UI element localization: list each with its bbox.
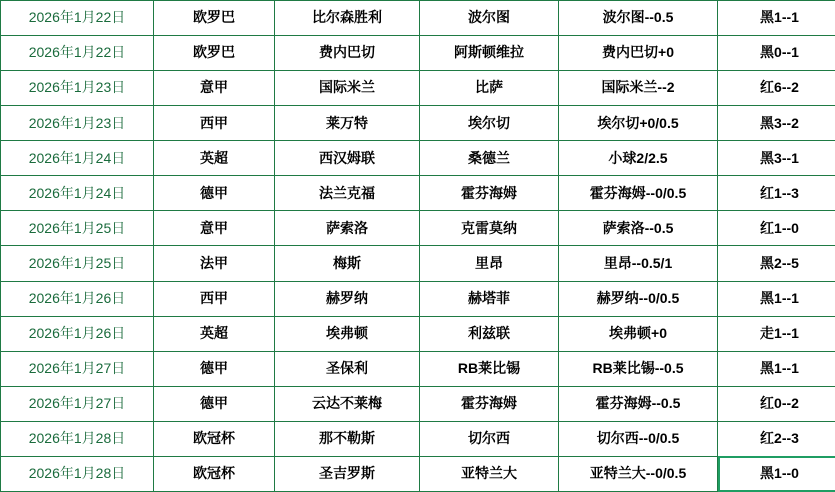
cell-home-team-text: 莱万特 <box>326 114 368 131</box>
cell-away-team <box>420 36 559 71</box>
table-row <box>1 456 835 491</box>
cell-home-team-text: 梅斯 <box>333 254 361 271</box>
cell-date-text: 2026年1月28日 <box>28 430 126 447</box>
cell-date-text: 2026年1月28日 <box>28 465 126 482</box>
cell-home-team-text: 那不勒斯 <box>319 430 375 447</box>
cell-league <box>154 316 275 351</box>
cell-date-text: 2026年1月27日 <box>28 395 126 412</box>
cell-home-team <box>275 176 420 211</box>
cell-league-text: 德甲 <box>200 359 228 376</box>
cell-handicap-text: 埃尔切+0/0.5 <box>597 114 679 131</box>
cell-date-text: 2026年1月23日 <box>28 79 126 96</box>
cell-home-team-text: 赫罗纳 <box>326 289 368 306</box>
cell-date <box>1 281 154 316</box>
cell-result <box>718 246 835 281</box>
cell-result-text: 红2--3 <box>760 430 799 447</box>
cell-league-text: 意甲 <box>200 79 228 96</box>
cell-date <box>1 456 154 491</box>
cell-home-team <box>275 141 420 176</box>
table-row <box>1 211 835 246</box>
table-row <box>1 71 835 106</box>
cell-home-team <box>275 421 420 456</box>
cell-result <box>718 421 835 456</box>
cell-home-team <box>275 386 420 421</box>
cell-league <box>154 106 275 141</box>
cell-home-team <box>275 71 420 106</box>
cell-away-team-text: 霍芬海姆 <box>461 184 517 201</box>
cell-date-text: 2026年1月23日 <box>28 114 126 131</box>
cell-date-text: 2026年1月24日 <box>28 184 126 201</box>
cell-date <box>1 36 154 71</box>
cell-handicap <box>559 386 718 421</box>
cell-result <box>718 281 835 316</box>
cell-handicap <box>559 316 718 351</box>
cell-result-text: 黑1--1 <box>760 289 799 306</box>
cell-league <box>154 351 275 386</box>
cell-league-text: 德甲 <box>200 395 228 412</box>
cell-away-team <box>420 316 559 351</box>
table-row <box>1 106 835 141</box>
cell-league-text: 欧罗巴 <box>193 9 235 26</box>
cell-result <box>718 1 835 36</box>
cell-league <box>154 421 275 456</box>
cell-home-team-text: 西汉姆联 <box>319 149 375 166</box>
cell-league <box>154 36 275 71</box>
cell-away-team <box>420 141 559 176</box>
cell-handicap <box>559 456 718 491</box>
cell-handicap-text: 费内巴切+0 <box>602 44 674 61</box>
cell-away-team <box>420 211 559 246</box>
cell-league <box>154 176 275 211</box>
cell-league <box>154 281 275 316</box>
cell-away-team-text: 比萨 <box>475 79 503 96</box>
cell-home-team <box>275 351 420 386</box>
cell-league-text: 意甲 <box>200 219 228 236</box>
cell-result <box>718 316 835 351</box>
table-row <box>1 386 835 421</box>
cell-home-team <box>275 316 420 351</box>
table-row <box>1 316 835 351</box>
cell-home-team <box>275 456 420 491</box>
cell-date <box>1 176 154 211</box>
cell-result-text: 红1--3 <box>760 184 799 201</box>
cell-home-team-text: 国际米兰 <box>319 79 375 96</box>
cell-league <box>154 246 275 281</box>
cell-league <box>154 386 275 421</box>
cell-home-team-text: 费内巴切 <box>319 44 375 61</box>
cell-league-text: 英超 <box>200 324 228 341</box>
cell-date-text: 2026年1月22日 <box>28 44 126 61</box>
cell-away-team <box>420 71 559 106</box>
cell-date <box>1 141 154 176</box>
cell-league-text: 英超 <box>200 149 228 166</box>
cell-date-text: 2026年1月22日 <box>28 9 126 26</box>
cell-handicap-text: RB莱比锡--0.5 <box>592 359 684 376</box>
cell-home-team <box>275 246 420 281</box>
cell-date <box>1 1 154 36</box>
cell-date-text: 2026年1月24日 <box>28 149 126 166</box>
cell-date-text: 2026年1月26日 <box>28 324 126 341</box>
cell-result <box>718 36 835 71</box>
table-row <box>1 246 835 281</box>
cell-handicap <box>559 1 718 36</box>
cell-away-team <box>420 421 559 456</box>
table-row <box>1 421 835 456</box>
cell-away-team <box>420 1 559 36</box>
table-row <box>1 281 835 316</box>
cell-handicap <box>559 176 718 211</box>
cell-home-team-text: 法兰克福 <box>319 184 375 201</box>
cell-handicap <box>559 246 718 281</box>
cell-handicap-text: 赫罗纳--0/0.5 <box>596 289 680 306</box>
cell-league <box>154 211 275 246</box>
cell-date <box>1 316 154 351</box>
cell-result-text: 黑0--1 <box>760 44 799 61</box>
cell-league <box>154 141 275 176</box>
cell-handicap-text: 波尔图--0.5 <box>602 9 674 26</box>
cell-result-text: 黑1--1 <box>760 359 799 376</box>
cell-date <box>1 106 154 141</box>
cell-date <box>1 386 154 421</box>
cell-result <box>718 141 835 176</box>
cell-home-team-text: 圣吉罗斯 <box>319 465 375 482</box>
cell-handicap-text: 切尔西--0/0.5 <box>596 430 680 447</box>
cell-handicap <box>559 351 718 386</box>
cell-result <box>718 351 835 386</box>
cell-date-text: 2026年1月25日 <box>28 219 126 236</box>
cell-league-text: 西甲 <box>200 289 228 306</box>
cell-result-text: 走1--1 <box>760 324 799 341</box>
cell-date-text: 2026年1月27日 <box>28 359 126 376</box>
cell-league <box>154 1 275 36</box>
cell-handicap <box>559 141 718 176</box>
cell-handicap <box>559 36 718 71</box>
cell-result <box>718 211 835 246</box>
cell-home-team <box>275 36 420 71</box>
cell-home-team-text: 比尔森胜利 <box>312 9 382 26</box>
cell-away-team-text: 亚特兰大 <box>461 465 517 482</box>
cell-home-team <box>275 281 420 316</box>
cell-result-text: 黑1--0 <box>760 465 799 482</box>
cell-handicap <box>559 211 718 246</box>
cell-handicap <box>559 281 718 316</box>
cell-result-text: 黑2--5 <box>760 254 799 271</box>
cell-result-text: 红6--2 <box>760 79 799 96</box>
table-row <box>1 176 835 211</box>
cell-handicap-text: 霍芬海姆--0.5 <box>595 395 681 412</box>
cell-away-team-text: 克雷莫纳 <box>461 219 517 236</box>
cell-away-team <box>420 281 559 316</box>
cell-handicap <box>559 71 718 106</box>
cell-result <box>718 176 835 211</box>
cell-date-text: 2026年1月26日 <box>28 289 126 306</box>
cell-handicap-text: 亚特兰大--0/0.5 <box>589 465 687 482</box>
cell-home-team <box>275 1 420 36</box>
cell-result <box>718 386 835 421</box>
cell-away-team-text: 埃尔切 <box>468 114 510 131</box>
cell-league-text: 欧冠杯 <box>193 465 235 482</box>
cell-away-team-text: 利兹联 <box>468 324 510 341</box>
cell-league <box>154 456 275 491</box>
cell-home-team <box>275 211 420 246</box>
cell-away-team <box>420 386 559 421</box>
cell-result-text: 红0--2 <box>760 395 799 412</box>
table-row <box>1 36 835 71</box>
cell-away-team <box>420 106 559 141</box>
cell-date <box>1 71 154 106</box>
cell-away-team <box>420 351 559 386</box>
table-row <box>1 141 835 176</box>
cell-home-team-text: 萨索洛 <box>326 219 368 236</box>
cell-league-text: 欧冠杯 <box>193 430 235 447</box>
cell-result-text: 红1--0 <box>760 219 799 236</box>
cell-away-team <box>420 176 559 211</box>
cell-home-team-text: 云达不莱梅 <box>312 395 382 412</box>
cell-home-team <box>275 106 420 141</box>
cell-away-team-text: 切尔西 <box>468 430 510 447</box>
cell-away-team-text: 赫塔菲 <box>468 289 510 306</box>
cell-league-text: 德甲 <box>200 184 228 201</box>
cell-home-team-text: 埃弗顿 <box>326 324 368 341</box>
cell-league-text: 法甲 <box>200 254 228 271</box>
cell-date <box>1 421 154 456</box>
cell-result-text: 黑3--2 <box>760 114 799 131</box>
cell-league <box>154 71 275 106</box>
cell-date <box>1 351 154 386</box>
cell-league-text: 欧罗巴 <box>193 44 235 61</box>
cell-away-team <box>420 246 559 281</box>
cell-handicap-text: 萨索洛--0.5 <box>602 219 674 236</box>
table-body <box>1 1 835 492</box>
cell-away-team-text: 阿斯顿维拉 <box>454 44 524 61</box>
cell-away-team-text: 桑德兰 <box>468 149 510 166</box>
cell-result-text: 黑3--1 <box>760 149 799 166</box>
cell-result-text: 黑1--1 <box>760 9 799 26</box>
cell-league-text: 西甲 <box>200 114 228 131</box>
cell-away-team-text: 波尔图 <box>468 9 510 26</box>
cell-date-text: 2026年1月25日 <box>28 254 126 271</box>
cell-handicap-text: 埃弗顿+0 <box>609 324 667 341</box>
cell-handicap-text: 小球2/2.5 <box>608 149 668 166</box>
cell-home-team-text: 圣保利 <box>326 359 368 376</box>
cell-handicap-text: 霍芬海姆--0/0.5 <box>589 184 687 201</box>
cell-handicap-text: 里昂--0.5/1 <box>603 254 673 271</box>
cell-result <box>718 106 835 141</box>
cell-handicap <box>559 421 718 456</box>
table-row <box>1 1 835 36</box>
cell-away-team <box>420 456 559 491</box>
cell-away-team-text: 霍芬海姆 <box>461 395 517 412</box>
cell-away-team-text: 里昂 <box>475 254 503 271</box>
cell-date <box>1 246 154 281</box>
cell-date <box>1 211 154 246</box>
cell-handicap <box>559 106 718 141</box>
cell-result <box>718 456 835 491</box>
cell-result <box>718 71 835 106</box>
table-row <box>1 351 835 386</box>
cell-handicap-text: 国际米兰--2 <box>601 79 675 96</box>
cell-away-team-text: RB莱比锡 <box>457 359 521 376</box>
